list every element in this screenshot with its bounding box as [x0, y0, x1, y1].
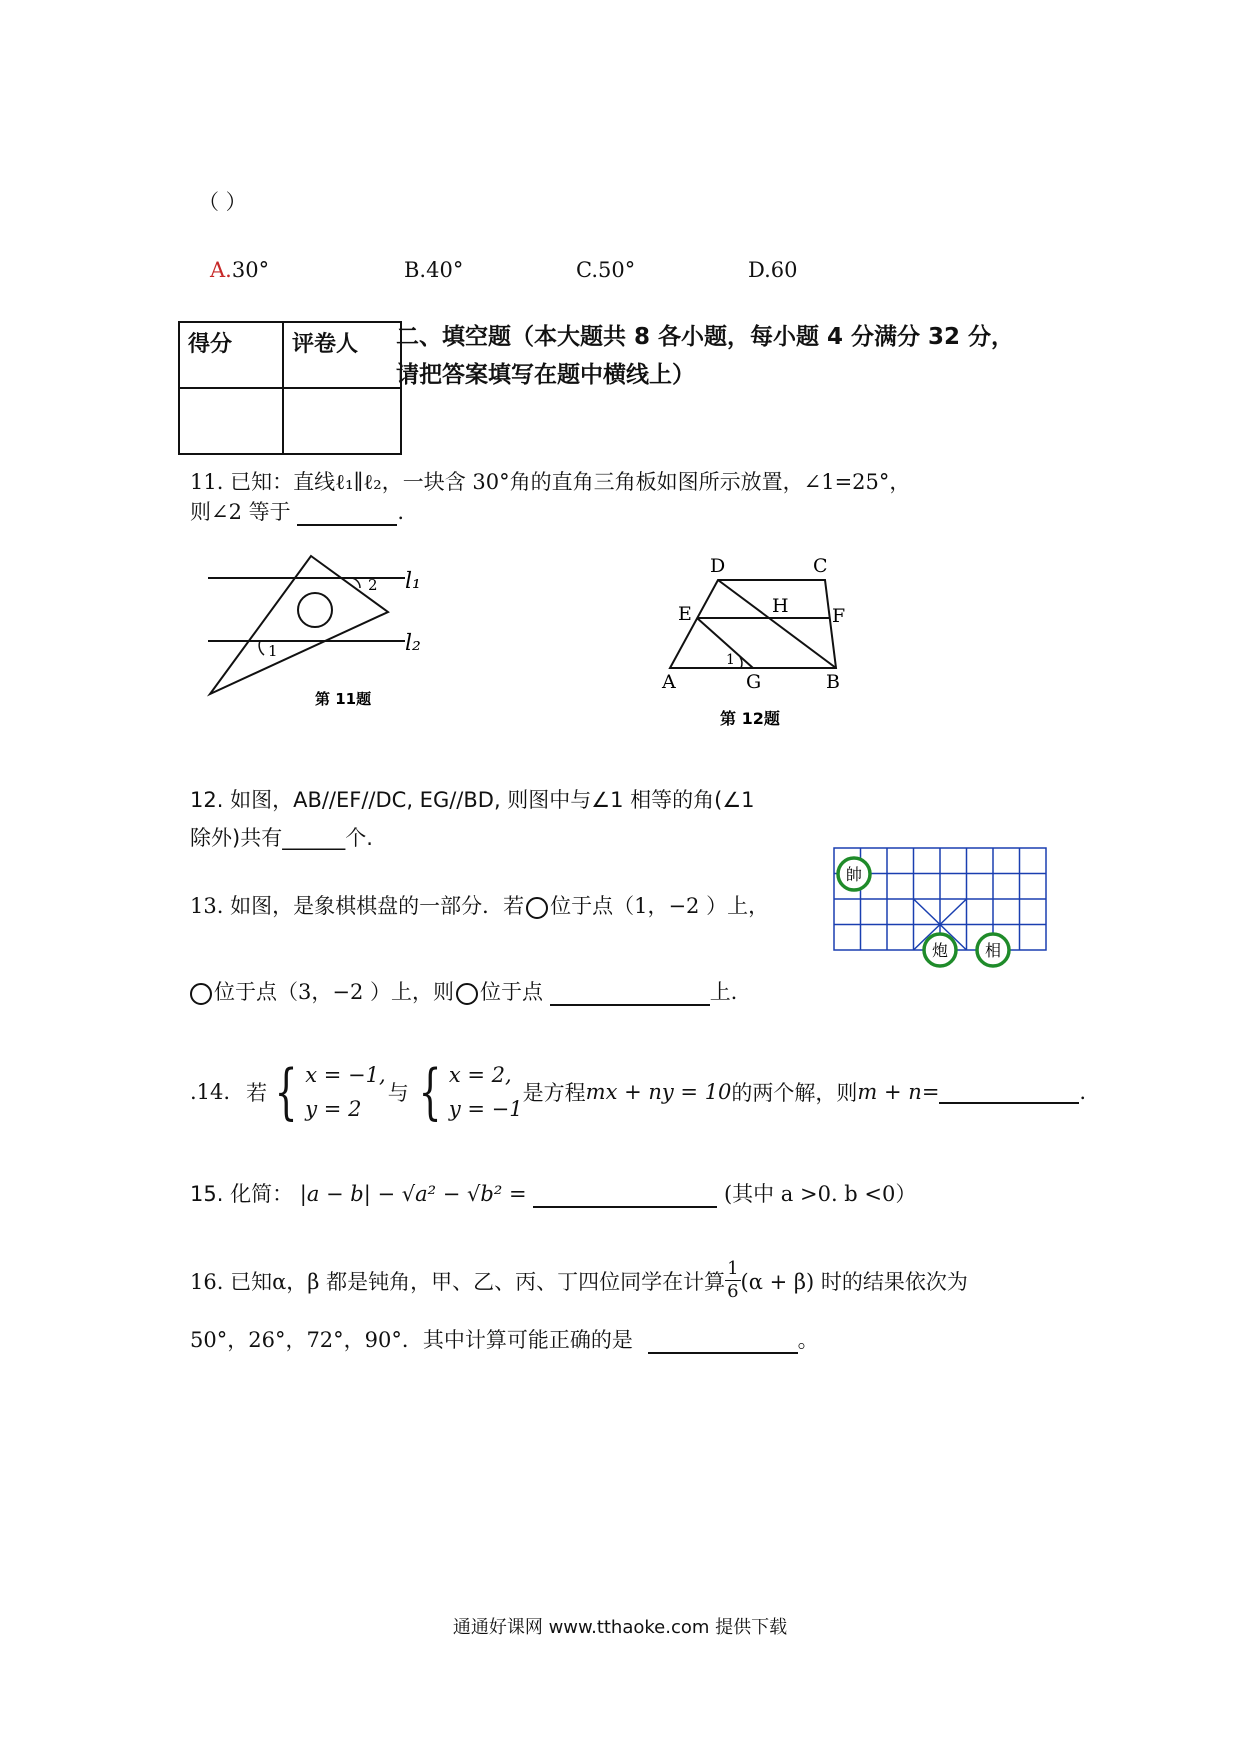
- q14-end: .: [1079, 1080, 1087, 1104]
- option-a: [210, 258, 269, 282]
- q13-text-a: 13. 如图，是象棋棋盘的一部分．若: [190, 894, 525, 918]
- q14-mn: m + n: [857, 1080, 922, 1104]
- fig12-label-d: D: [710, 555, 726, 577]
- brace-icon: {: [274, 1057, 298, 1127]
- chess-piece-icon: [526, 897, 548, 919]
- fig12-label-e: E: [678, 603, 692, 625]
- q14-sys1-top: x = −1,: [305, 1063, 386, 1087]
- chess-piece-icon: [190, 983, 212, 1005]
- q16-line1: [190, 1258, 968, 1303]
- fig12-line-db: [718, 580, 836, 668]
- q15-answer-blank[interactable]: [533, 1184, 717, 1208]
- q13-answer-blank[interactable]: [550, 982, 710, 1006]
- fig12-caption: 第 12题: [720, 709, 780, 728]
- q16-text-c: 50°，26°，72°，90°．其中计算可能正确的是: [190, 1328, 633, 1352]
- q16-fraction: [725, 1258, 740, 1303]
- answer-parenthesis: （ ）: [198, 190, 247, 214]
- fig11-label-l2: l₂: [405, 631, 421, 656]
- chess-piece-1-label: 帥: [845, 865, 863, 884]
- q13-text-d: 位于点: [480, 980, 543, 1004]
- option-a-value: 30°: [231, 258, 270, 282]
- fig12-trapezoid: [670, 580, 836, 668]
- section-heading-line1: 二、填空题（本大题共 8 各小题，每小题 4 分满分 32 分，: [396, 324, 1015, 350]
- q14-number: .14.: [190, 1080, 231, 1104]
- q13-text-c: 位于点（3，−2 ）上，则: [214, 980, 454, 1004]
- q14-equation: mx + ny = 10: [585, 1080, 732, 1104]
- q11-end: .: [397, 500, 405, 524]
- chessboard-figure: [832, 846, 1050, 972]
- fig12-angle1-arc: [740, 657, 742, 668]
- q12-line2: 除外)共有______个.: [190, 826, 373, 850]
- q14-eqsign: =: [921, 1080, 940, 1104]
- q13-end: 上.: [709, 980, 738, 1004]
- q14-system-2: [449, 1058, 523, 1126]
- fig12-label-f: F: [832, 605, 846, 627]
- q13-line1: [190, 890, 769, 920]
- q16-frac-num: 1: [727, 1258, 739, 1279]
- q11-text: 则∠2 等于: [190, 500, 291, 524]
- figure-12: [648, 548, 878, 736]
- q14-mid: 是方程: [522, 1081, 586, 1105]
- q11-line2: [190, 496, 404, 526]
- fig12-label-h: H: [772, 595, 789, 617]
- chess-piece-3-label: 相: [984, 941, 1002, 960]
- q12-line1: 12. 如图，AB//EF//DC, EG//BD, 则图中与∠1 相等的角(∠1: [190, 788, 755, 812]
- q16-frac-den: 6: [727, 1281, 739, 1302]
- q15-condition: (其中 a >0. b <0）: [723, 1182, 917, 1206]
- fig11-angle1-label: 1: [268, 642, 278, 660]
- option-d: D.60: [748, 258, 798, 282]
- q14: [190, 1052, 1086, 1132]
- fig11-label-l1: l₁: [405, 569, 421, 594]
- q16-text-b: (α + β) 时的结果依次为: [740, 1269, 968, 1294]
- score-cell[interactable]: [179, 388, 283, 454]
- option-a-label: A.: [210, 258, 232, 282]
- option-b: B.40°: [404, 258, 464, 282]
- figure-11: [200, 548, 440, 718]
- q16-line2: [190, 1324, 819, 1354]
- q14-ruo: 若: [246, 1081, 268, 1105]
- q13-text-b: 位于点（1，−2 ）上，: [550, 894, 770, 918]
- q14-sys2-bottom: y = −1: [448, 1097, 523, 1121]
- q14-sys2-top: x = 2,: [448, 1063, 512, 1087]
- fig12-label-g: G: [746, 671, 762, 693]
- fig12-label-c: C: [813, 555, 828, 577]
- fig11-triangle: [210, 556, 388, 694]
- section-heading-line2: 请把答案填写在题中横线上）: [396, 362, 695, 388]
- fig12-label-b: B: [826, 671, 840, 693]
- q15-expression: |a − b| − √a² − √b² =: [299, 1182, 527, 1206]
- q14-tail: 的两个解，则: [731, 1081, 858, 1105]
- chess-piece-2-label: 炮: [931, 941, 949, 960]
- chess-piece-icon: [456, 983, 478, 1005]
- option-c: C.50°: [576, 258, 636, 282]
- q14-system-1: [305, 1058, 385, 1126]
- score-table: [178, 321, 402, 455]
- q14-yu: 与: [387, 1081, 409, 1105]
- q11-line1: 11. 已知：直线ℓ₁∥ℓ₂，一块含 30°角的直角三角板如图所示放置，∠1=25°，: [190, 470, 911, 494]
- fig12-label-a: A: [662, 671, 676, 693]
- q16-end: 。: [797, 1328, 819, 1352]
- grader-cell[interactable]: [283, 388, 401, 454]
- fig12-angle1-label: 1: [726, 652, 735, 668]
- grader-header: 评卷人: [283, 322, 401, 388]
- q16-answer-blank[interactable]: [648, 1330, 798, 1354]
- score-header: 得分: [179, 322, 283, 388]
- fig11-angle1-arc: [259, 641, 264, 655]
- q15-label: 15. 化简：: [190, 1182, 294, 1206]
- q16-text-a: 16. 已知α，β 都是钝角，甲、乙、丙、丁四位同学在计算: [190, 1269, 726, 1294]
- fig11-angle2-label: 2: [368, 576, 378, 594]
- q15: [190, 1178, 916, 1208]
- q14-answer-blank[interactable]: [939, 1080, 1079, 1104]
- q13-line2: [190, 976, 737, 1006]
- fig11-circle: [298, 593, 332, 627]
- fig12-line-eg: [697, 618, 753, 668]
- page-footer: 通通好课网 www.tthaoke.com 提供下载: [452, 1617, 788, 1638]
- fig11-caption: 第 11题: [315, 690, 372, 708]
- brace-icon: {: [418, 1057, 442, 1127]
- q14-sys1-bottom: y = 2: [305, 1097, 362, 1121]
- q11-answer-blank[interactable]: [297, 502, 397, 526]
